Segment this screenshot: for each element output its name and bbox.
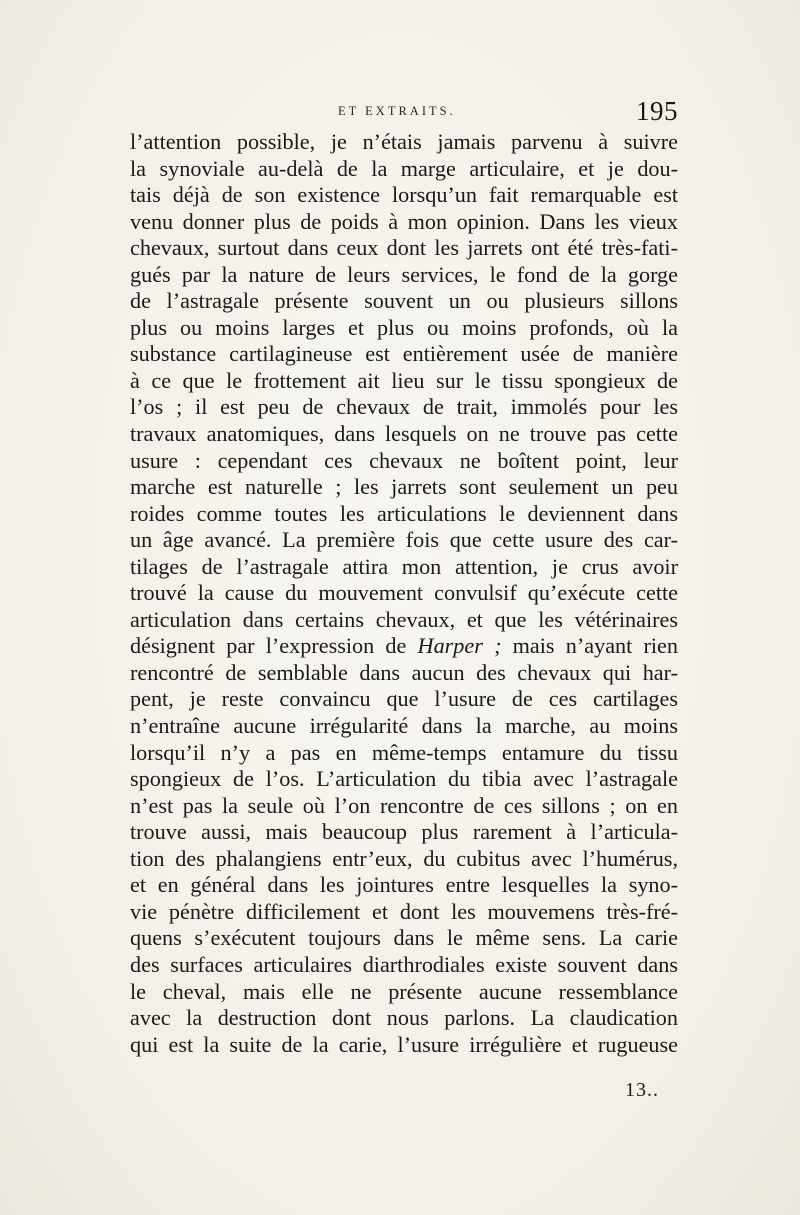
text-line: tilages de l’astragale attira mon attention, je crus avoir: [130, 553, 678, 579]
text-line: tion des phalangiens entr’eux, du cubitus avec l’humérus,: [130, 845, 678, 871]
text-line: rencontré de semblable dans aucun des chevaux qui har-: [130, 659, 678, 685]
text-line: lorsqu’il n’y a pas en même-temps entamure du tissu: [130, 739, 678, 765]
text-line: venu donner plus de poids à mon opinion. Dans les vieux: [130, 208, 678, 234]
text-line: de l’astragale présente souvent un ou plusieurs sillons: [130, 288, 678, 314]
text-line: à ce que le frottement ait lieu sur le tissu spongieux de: [130, 367, 678, 393]
running-title: ET EXTRAITS.: [338, 104, 456, 118]
text-line: travaux anatomiques, dans lesquels on ne trouve pas cette: [130, 421, 678, 447]
text-line: gués par la nature de leurs services, le fond de la gorge: [130, 261, 678, 287]
text-segment: désignent par l’expression de: [130, 633, 418, 659]
text-line: un âge avancé. La première fois que cette usure des car-: [130, 527, 678, 553]
text-line: tais déjà de son existence lorsqu’un fait remarquable est: [130, 182, 678, 208]
text-line: trouvé la cause du mouvement convulsif qu’exécute cette: [130, 580, 678, 606]
text-line: des surfaces articulaires diarthrodiales existe souvent dans: [130, 951, 678, 977]
text-line: chevaux, surtout dans ceux dont les jarrets ont été très-fati-: [130, 235, 678, 261]
signature-mark: 13..: [625, 1079, 659, 1101]
text-line: substance cartilagineuse est entièrement usée de manière: [130, 341, 678, 367]
text-line: l’attention possible, je n’étais jamais parvenu à suivre: [130, 129, 678, 154]
text-line: usure : cependant ces chevaux ne boîtent point, leur: [130, 447, 678, 473]
text-line: n’entraîne aucune irrégularité dans la marche, au moins: [130, 713, 678, 739]
text-line: trouve aussi, mais beaucoup plus rarement à l’articula-: [130, 819, 678, 845]
text-line: n’est pas la seule où l’on rencontre de ces sillons ; on en: [130, 792, 678, 818]
page-number: 195: [636, 96, 678, 126]
text-line: quens s’exécutent toujours dans le même sens. La carie: [130, 925, 678, 951]
text-line: marche est naturelle ; les jarrets sont seulement un peu: [130, 474, 678, 500]
text-line: articulation dans certains chevaux, et que les vétérinaires: [130, 606, 678, 632]
text-line: pent, je reste convaincu que l’usure de ces cartilages: [130, 686, 678, 712]
text-line: vie pénètre difficilement et dont les mouvemens très-fré-: [130, 898, 678, 924]
text-line-with-italic: [130, 633, 678, 660]
text-line: spongieux de l’os. L’articulation du tibia avec l’astragale: [130, 766, 678, 792]
text-line: plus ou moins larges et plus ou moins profonds, où la: [130, 314, 678, 340]
text-line: le cheval, mais elle ne présente aucune ressemblance: [130, 978, 678, 1004]
text-line: l’os ; il est peu de chevaux de trait, immolés pour les: [130, 394, 678, 420]
text-line: roides comme toutes les articulations le deviennent dans: [130, 500, 678, 526]
italic-term: Harper ;: [417, 633, 502, 659]
running-head: [130, 96, 678, 126]
text-segment: mais n’ayant rien: [501, 633, 678, 659]
text-line: la synoviale au-delà de la marge articulaire, et je dou-: [130, 155, 678, 181]
body-text: [130, 129, 678, 1058]
text-line: qui est la suite de la carie, l’usure irrégulière et rugueuse: [130, 1031, 678, 1057]
text-line: avec la destruction dont nous parlons. La claudication: [130, 1005, 678, 1031]
text-line: et en général dans les jointures entre lesquelles la syno-: [130, 872, 678, 898]
